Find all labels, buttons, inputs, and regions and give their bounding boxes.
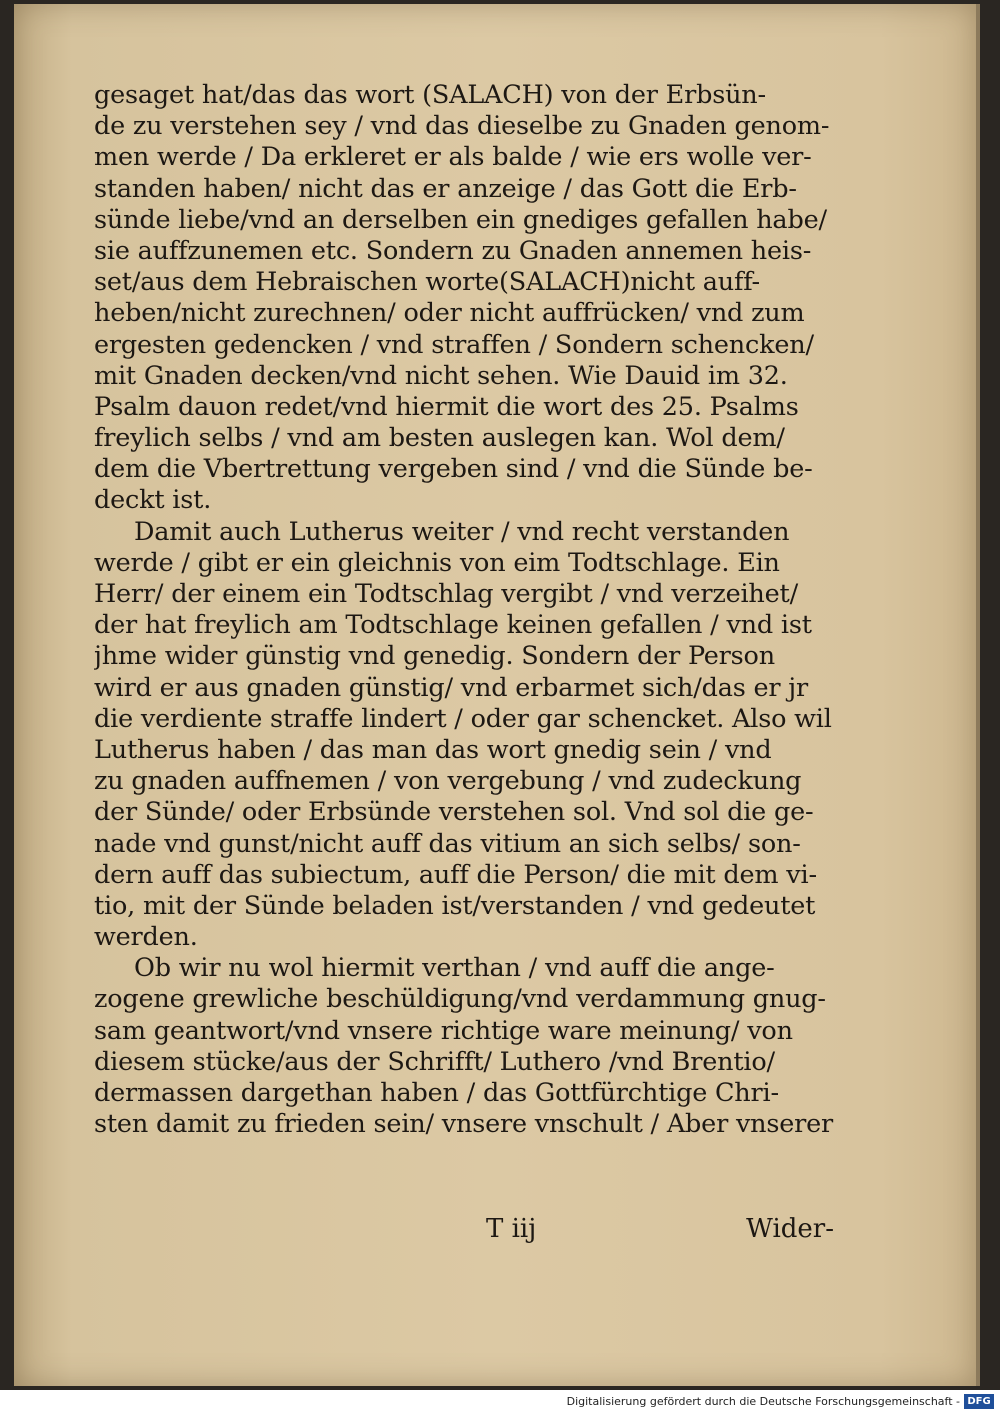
page-footer xyxy=(94,1214,834,1248)
text-line: zogene grewliche beschüldigung/vnd verdammung gnug- xyxy=(94,984,826,1015)
text-line: sam geantwort/vnd vnsere richtige ware meinung/ von xyxy=(94,1015,793,1046)
dfg-logo-icon: DFG xyxy=(964,1394,994,1409)
credit-bar xyxy=(0,1390,1000,1415)
book-page xyxy=(14,4,976,1386)
text-line: deckt ist. xyxy=(94,485,212,516)
text-line: werden. xyxy=(94,922,198,953)
text-line: heben/nicht zurechnen/ oder nicht auffrücken/ vnd zum xyxy=(94,298,805,329)
text-line: sie auffzunemen etc. Sondern zu Gnaden annemen heis- xyxy=(94,235,812,266)
text-line: diesem stücke/aus der Schrifft/ Luthero /vnd Brentio/ xyxy=(94,1046,775,1077)
signature-mark: T iij xyxy=(486,1214,537,1244)
text-line: der Sünde/ oder Erbsünde verstehen sol. Vnd sol die ge- xyxy=(94,797,814,828)
text-line: de zu verstehen sey / vnd das dieselbe zu Gnaden genom- xyxy=(94,111,830,142)
text-line: dem die Vbertrettung vergeben sind / vnd die Sünde be- xyxy=(94,454,813,485)
page-edge xyxy=(976,4,980,1386)
text-line: jhme wider günstig vnd genedig. Sondern der Person xyxy=(94,641,775,672)
text-line: Herr/ der einem ein Todtschlag vergibt / vnd verzeihet/ xyxy=(94,579,798,609)
text-line: der hat freylich am Todtschlage keinen gefallen / vnd ist xyxy=(94,610,812,641)
text-line: werde / gibt er ein gleichnis von eim Todtschlage. Ein xyxy=(94,547,780,578)
text-line: die verdiente straffe lindert / oder gar schencket. Also wil xyxy=(94,703,832,734)
text-line: Psalm dauon redet/vnd hiermit die wort des 25. Psalms xyxy=(94,391,799,422)
text-line: set/aus dem Hebraischen worte(SALACH)nicht auff- xyxy=(94,267,760,298)
funding-credit: Digitalisierung gefördert durch die Deutsche Forschungsgemeinschaft - xyxy=(566,1395,960,1408)
text-line: zu gnaden auffnemen / von vergebung / vnd zudeckung xyxy=(94,766,802,797)
text-line: sünde liebe/vnd an derselben ein gnediges gefallen habe/ xyxy=(94,204,827,235)
text-block xyxy=(94,80,834,1140)
text-line: dermassen dargethan haben / das Gottfürchtige Chri- xyxy=(94,1078,779,1108)
text-line: dern auff das subiectum, auff die Person/ die mit dem vi- xyxy=(94,859,817,890)
text-line: freylich selbs / vnd am besten auslegen kan. Wol dem/ xyxy=(94,423,785,454)
text-line: Lutherus haben / das man das wort gnedig sein / vnd xyxy=(94,734,772,765)
text-line: nade vnd gunst/nicht auff das vitium an sich selbs/ son- xyxy=(94,828,801,859)
text-line: mit Gnaden decken/vnd nicht sehen. Wie Dauid im 32. xyxy=(94,360,788,391)
text-line: gesaget hat/das das wort (SALACH) von der Erbsün- xyxy=(94,80,766,110)
paragraph-start-line: Ob wir nu wol hiermit verthan / vnd auff die ange- xyxy=(134,953,775,984)
catchword: Wider- xyxy=(746,1214,834,1244)
text-line: tio, mit der Sünde beladen ist/verstanden / vnd gedeutet xyxy=(94,890,816,921)
text-line: sten damit zu frieden sein/ vnsere vnschult / Aber vnserer xyxy=(94,1109,834,1140)
text-line: wird er aus gnaden günstig/ vnd erbarmet sich/das er jr xyxy=(94,672,808,703)
text-line: ergesten gedencken / vnd straffen / Sondern schencken/ xyxy=(94,329,814,360)
text-line: men werde / Da erkleret er als balde / wie ers wolle ver- xyxy=(94,142,812,173)
paragraph-start-line: Damit auch Lutherus weiter / vnd recht verstanden xyxy=(134,516,790,547)
text-line: standen haben/ nicht das er anzeige / das Gott die Erb- xyxy=(94,173,797,204)
